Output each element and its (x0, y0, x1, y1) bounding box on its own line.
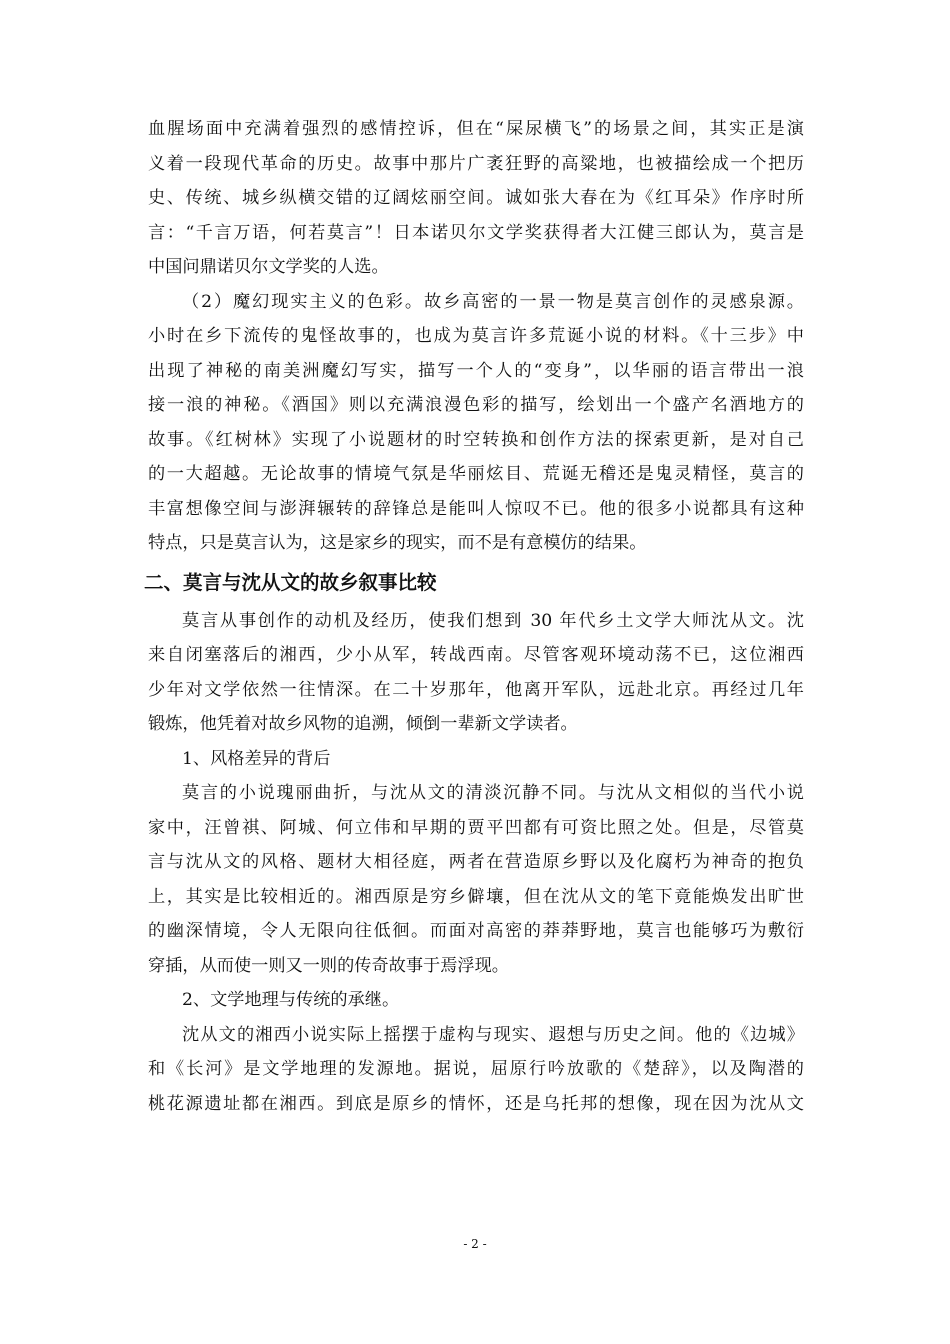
paragraph (148, 1018, 804, 1122)
text-line: 言与沈从文的风格、题材大相径庭，两者在营造原乡野以及化腐朽为神奇的抱负 (148, 852, 804, 872)
text-line: 义着一段现代革命的历史。故事中那片广袤狂野的高粱地，也被描绘成一个把历 (148, 153, 804, 174)
text-line: 来自闭塞落后的湘西，少小从军，转战西南。尽管客观环境动荡不已，这位湘西 (148, 645, 804, 665)
text-line: 言：“千言万语，何若莫言”！日本诺贝尔文学奖获得者大江健三郎认为，莫言是 (148, 222, 804, 243)
text-line: 特点，只是莫言认为，这是家乡的现实，而不是有意模仿的结果。 (148, 533, 647, 553)
text-line: 丰富想像空间与澎湃辗转的辞锋总是能叫人惊叹不已。他的很多小说都具有这种 (148, 498, 804, 519)
page-number: - 2 - (463, 1237, 487, 1251)
paragraph (148, 285, 804, 561)
text-line: 故事。《红树林》实现了小说题材的时空转换和创作方法的探索更新，是对自己 (148, 429, 804, 450)
text-line: 小时在乡下流传的鬼怪故事的，也成为莫言许多荒诞小说的材料。《十三步》中 (148, 326, 804, 346)
text-line: （2）魔幻现实主义的色彩。故乡高密的一景一物是莫言创作的灵感泉源。 (182, 291, 804, 312)
text-line: 莫言从事创作的动机及经历，使我们想到 30 年代乡土文学大师沈从文。沈 (182, 610, 804, 631)
subsection-heading: 1、风格差异的背后 (182, 748, 331, 769)
text-line: 的幽深情境，令人无限向往低徊。而面对高密的莽莽野地，莫言也能够巧为敷衍 (148, 921, 804, 941)
text-line: 和《长河》是文学地理的发源地。据说，屈原行吟放歌的《楚辞》，以及陶潜的 (148, 1059, 804, 1079)
text-line: 中国问鼎诺贝尔文学奖的人选。 (148, 257, 389, 277)
text-line: 莫言的小说瑰丽曲折，与沈从文的清淡沉静不同。与沈从文相似的当代小说 (182, 783, 804, 803)
text-line: 家中，汪曾祺、阿城、何立伟和早期的贾平凹都有可资比照之处。但是，尽管莫 (148, 817, 804, 838)
text-line: 血腥场面中充满着强烈的感情控诉，但在“屎尿横飞”的场景之间，其实正是演 (148, 119, 804, 139)
paragraph (148, 112, 804, 285)
text-line: 穿插，从而使一则又一则的传奇故事于焉浮现。 (148, 955, 509, 976)
paragraph (148, 776, 804, 983)
text-line: 史、传统、城乡纵横交错的辽阔炫丽空间。诚如张大春在为《红耳朵》作序时所 (148, 188, 804, 208)
text-line: 出现了神秘的南美洲魔幻写实，描写一个人的“变身”，以华丽的语言带出一浪 (148, 360, 804, 381)
text-line: 少年对文学依然一往情深。在二十岁那年，他离开军队，远赴北京。再经过几年 (148, 679, 804, 700)
subsection-heading: 2、文学地理与传统的承继。 (182, 990, 400, 1010)
text-line: 桃花源遗址都在湘西。到底是原乡的情怀，还是乌托邦的想像，现在因为沈从文 (148, 1093, 804, 1114)
page-content (144, 112, 804, 1121)
text-line: 锻炼，他凭着对故乡风物的追溯，倾倒一辈新文学读者。 (148, 714, 578, 734)
section-heading: 二、莫言与沈从文的故乡叙事比较 (144, 570, 437, 594)
paragraph (148, 604, 804, 742)
text-line: 的一大超越。无论故事的情境气氛是华丽炫目、荒诞无稽还是鬼灵精怪，莫言的 (148, 464, 804, 484)
text-line: 沈从文的湘西小说实际上摇摆于虚构与现实、遐想与历史之间。他的《边城》 (182, 1024, 804, 1045)
text-line: 上，其实是比较相近的。湘西原是穷乡僻壤，但在沈从文的笔下竟能焕发出旷世 (148, 886, 804, 907)
text-line: 接一浪的神秘。《酒国》则以充满浪漫色彩的描写，绘划出一个盛产名酒地方的 (148, 395, 804, 415)
